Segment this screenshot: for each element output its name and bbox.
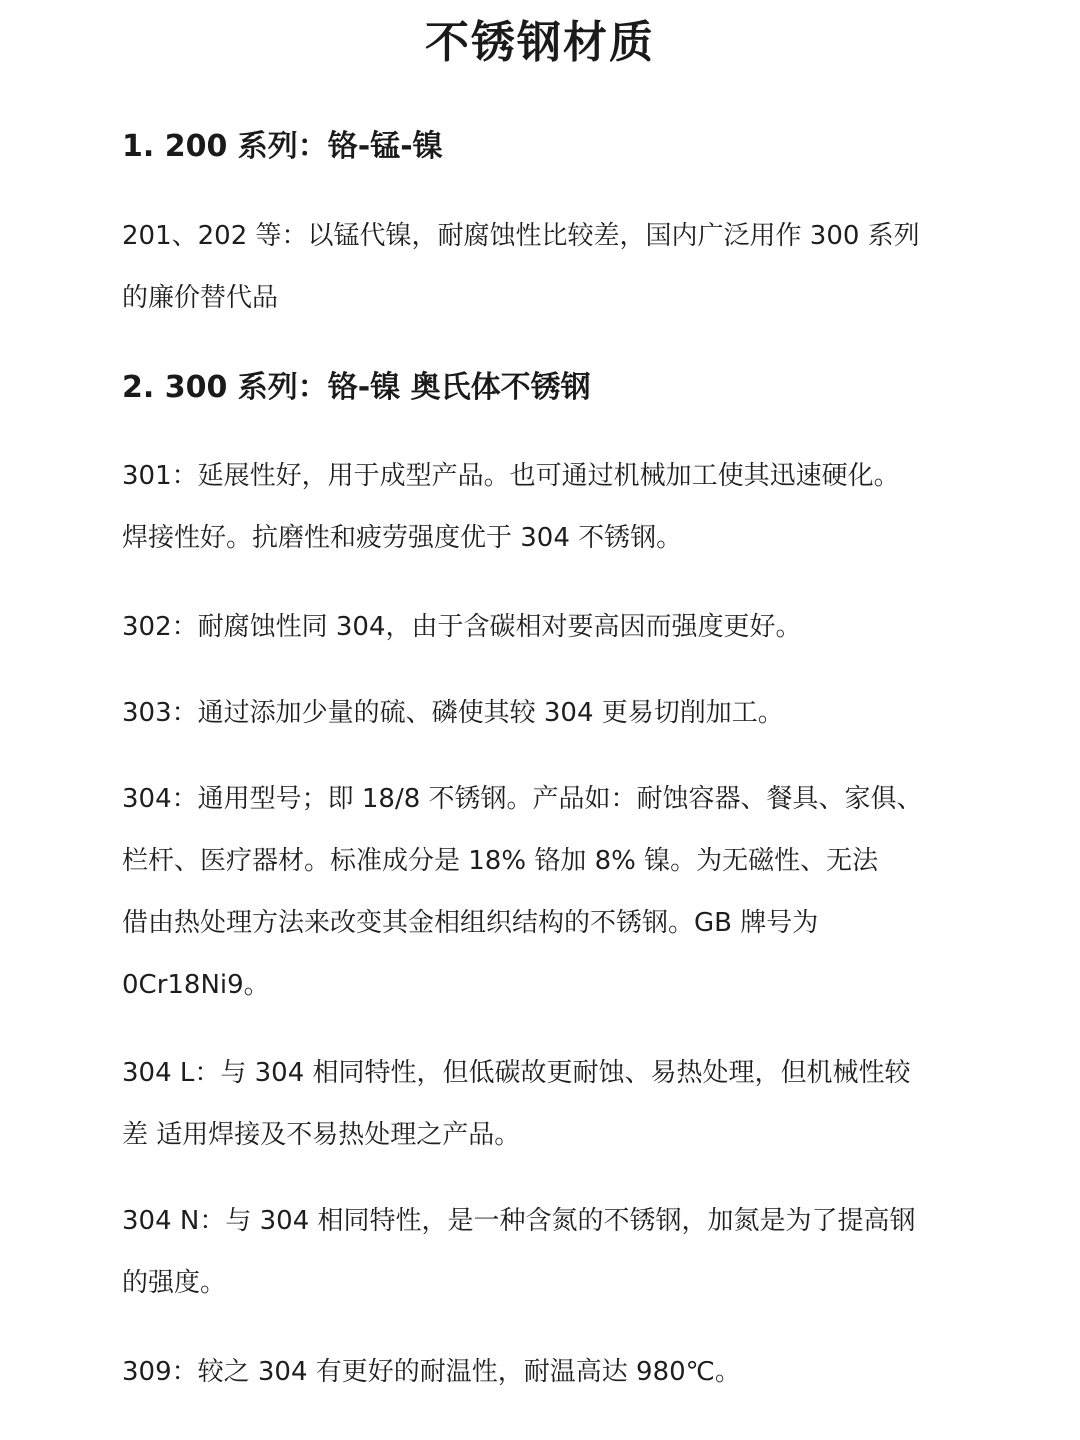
paragraph-304l	[122, 1042, 982, 1166]
paragraph-304n	[122, 1190, 982, 1314]
paragraph-304	[122, 768, 982, 1016]
paragraph-line: 309：较之 304 有更好的耐温性，耐温高达 980℃。	[122, 1357, 741, 1387]
paragraph-line: 301：延展性好，用于成型产品。也可通过机械加工使其迅速硬化。	[122, 461, 900, 491]
paragraph-line: 303：通过添加少量的硫、磷使其较 304 更易切削加工。	[122, 698, 784, 728]
paragraph-201-202	[122, 205, 982, 329]
paragraph-line: 栏杆、医疗器材。标准成分是 18% 铬加 8% 镍。为无磁性、无法	[122, 846, 879, 876]
paragraph-line: 304：通用型号；即 18/8 不锈钢。产品如：耐蚀容器、餐具、家俱、	[122, 784, 923, 814]
paragraph-line: 0Cr18Ni9。	[122, 970, 270, 1000]
paragraph-line: 304 N：与 304 相同特性，是一种含氮的不锈钢，加氮是为了提高钢	[122, 1206, 916, 1236]
section-heading-200-series: 1. 200 系列：铬-锰-镍	[122, 129, 443, 164]
paragraph-301	[122, 445, 982, 569]
paragraph-line: 差 适用焊接及不易热处理之产品。	[122, 1120, 521, 1150]
paragraph-line: 302：耐腐蚀性同 304，由于含碳相对要高因而强度更好。	[122, 612, 802, 642]
paragraph-line: 焊接性好。抗磨性和疲劳强度优于 304 不锈钢。	[122, 523, 683, 553]
paragraph-line: 的强度。	[122, 1268, 227, 1298]
page-title: 不锈钢材质	[425, 17, 655, 68]
paragraph-line: 304 L：与 304 相同特性，但低碳故更耐蚀、易热处理，但机械性较	[122, 1058, 911, 1088]
paragraph-line: 借由热处理方法来改变其金相组织结构的不锈钢。GB 牌号为	[122, 908, 819, 938]
paragraph-303	[122, 682, 982, 744]
paragraph-line: 201、202 等：以锰代镍，耐腐蚀性比较差，国内广泛用作 300 系列	[122, 221, 920, 251]
paragraph-309	[122, 1341, 982, 1403]
paragraph-line: 的廉价替代品	[122, 283, 279, 313]
paragraph-302	[122, 596, 982, 658]
section-heading-300-series: 2. 300 系列：铬-镍 奥氏体不锈钢	[122, 370, 591, 405]
